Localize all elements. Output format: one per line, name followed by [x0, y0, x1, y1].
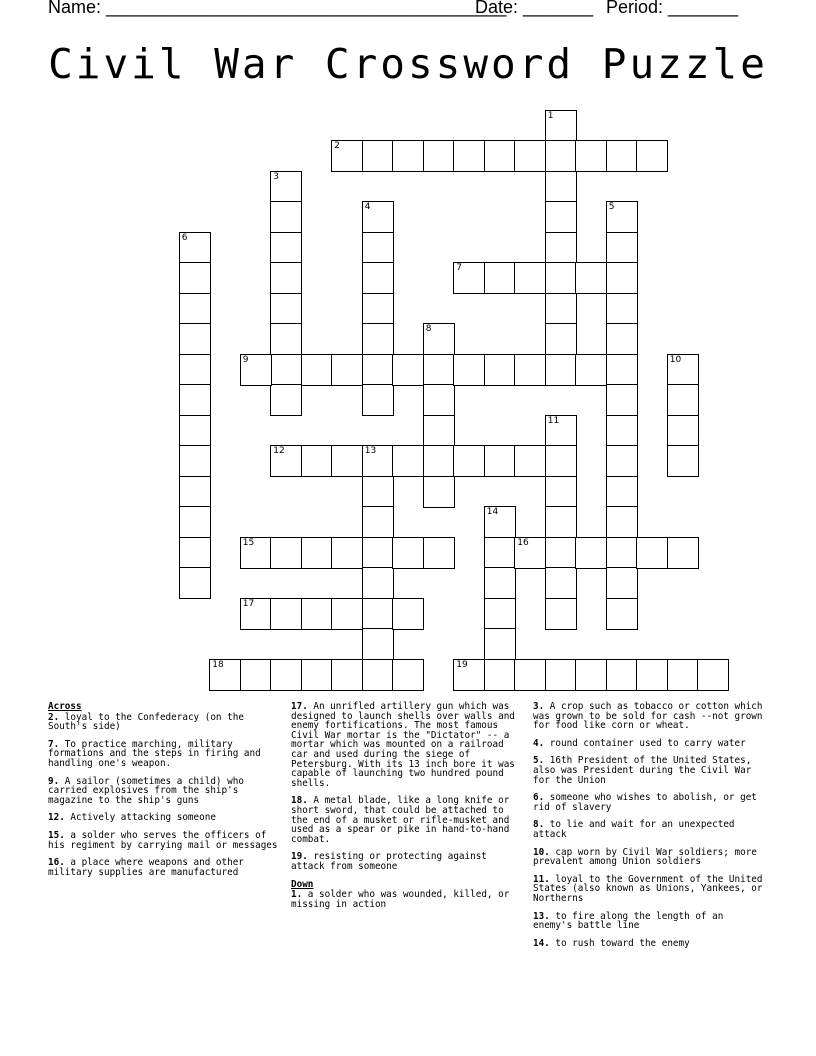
clue-number: 8 [425, 324, 432, 335]
crossword-cell[interactable] [545, 262, 577, 294]
clue-number: 12 [273, 446, 285, 457]
across-clue [48, 740, 283, 769]
crossword-cell[interactable] [270, 232, 302, 264]
crossword-cell[interactable] [362, 262, 394, 294]
crossword-cell[interactable] [423, 476, 455, 508]
across-clue [48, 813, 283, 823]
down-clue [533, 820, 768, 839]
crossword-cell[interactable] [240, 659, 272, 691]
crossword-cell[interactable] [545, 323, 577, 355]
clue-num: 18. [291, 795, 308, 807]
crossword-cell[interactable] [270, 537, 302, 569]
across-heading: Across [48, 701, 82, 712]
clue-number: 17 [242, 598, 255, 609]
clue-num: 15. [48, 829, 65, 841]
clue-number: 11 [547, 415, 560, 426]
crossword-cell[interactable] [697, 659, 729, 691]
crossword-cell[interactable] [606, 476, 638, 508]
across-clue [48, 713, 283, 732]
clue-num: 6. [533, 792, 545, 804]
across-clues-column [48, 702, 283, 885]
down-clue [533, 939, 768, 949]
crossword-cell[interactable] [667, 445, 699, 477]
clue-num: 1. [291, 889, 303, 901]
clue-num: 10. [533, 846, 550, 858]
clue-text: loyal to the Government of the United States (also known as Unions, Yankees, or Northerns [533, 873, 763, 904]
crossword-cell[interactable] [270, 384, 302, 416]
crossword-cell[interactable] [331, 445, 363, 477]
clue-text: Actively attacking someone [64, 812, 216, 824]
crossword-cell[interactable] [392, 598, 424, 630]
crossword-cell[interactable] [179, 232, 211, 264]
crossword-cell[interactable] [453, 140, 485, 172]
clue-number: 1 [547, 110, 554, 121]
crossword-cell[interactable] [484, 537, 516, 569]
crossword-cell[interactable] [362, 293, 394, 325]
crossword-cell[interactable] [545, 567, 577, 599]
crossword-cell[interactable] [362, 598, 394, 630]
crossword-cell[interactable] [270, 171, 302, 203]
crossword-cell[interactable] [392, 354, 424, 386]
down-clue [533, 739, 768, 749]
crossword-cell[interactable] [301, 659, 333, 691]
clue-number: 15 [242, 537, 255, 548]
crossword-cell[interactable] [484, 262, 516, 294]
crossword-cell[interactable] [270, 262, 302, 294]
crossword-cell[interactable] [545, 415, 577, 447]
clue-num: 2. [48, 711, 60, 723]
crossword-cell[interactable] [270, 598, 302, 630]
crossword-cell[interactable] [240, 537, 272, 569]
clue-text: to lie and wait for an unexpected attack [533, 819, 735, 840]
crossword-cell[interactable] [362, 232, 394, 264]
clue-number: 2 [334, 141, 340, 152]
crossword-cell[interactable] [362, 140, 394, 172]
across-clue [291, 702, 526, 788]
across-clue [48, 777, 283, 806]
clue-num: 16. [48, 857, 65, 869]
crossword-cell[interactable] [514, 354, 546, 386]
crossword-cell[interactable] [545, 445, 577, 477]
crossword-cell[interactable] [514, 262, 546, 294]
crossword-cell[interactable] [484, 140, 516, 172]
crossword-cell[interactable] [606, 598, 638, 630]
period-field-label: Period: _______ [606, 0, 739, 17]
crossword-cell[interactable] [179, 293, 211, 325]
crossword-cell[interactable] [362, 476, 394, 508]
crossword-cell[interactable] [331, 537, 363, 569]
crossword-cell[interactable] [575, 537, 607, 569]
crossword-cell[interactable] [270, 445, 302, 477]
clue-text: loyal to the Confederacy (on the South's side) [48, 711, 244, 733]
crossword-cell[interactable] [606, 537, 638, 569]
crossword-cell[interactable] [514, 140, 546, 172]
down-clue [533, 793, 768, 812]
crossword-cell[interactable] [667, 354, 699, 386]
crossword-cell[interactable] [606, 201, 638, 233]
clue-text: round container used to carry water [544, 737, 746, 749]
crossword-cell[interactable] [667, 659, 699, 691]
crossword-cell[interactable] [484, 628, 516, 660]
crossword-cell[interactable] [362, 323, 394, 355]
crossword-cell[interactable] [392, 140, 424, 172]
crossword-cell[interactable] [179, 323, 211, 355]
crossword-cell[interactable] [362, 567, 394, 599]
crossword-cell[interactable] [545, 506, 577, 538]
crossword-cell[interactable] [514, 537, 546, 569]
crossword-cell[interactable] [423, 415, 455, 447]
crossword-cell[interactable] [270, 354, 302, 386]
down-clue [533, 702, 768, 731]
clue-text: To practice marching, military formations and the steps in firing and handling one's weapon. [48, 738, 261, 769]
crossword-cell[interactable] [484, 354, 516, 386]
crossword-cell[interactable] [423, 445, 455, 477]
clue-num: 12. [48, 812, 65, 824]
crossword-cell[interactable] [575, 262, 607, 294]
crossword-cell[interactable] [362, 445, 394, 477]
clue-number: 10 [669, 354, 682, 365]
crossword-cell[interactable] [423, 354, 455, 386]
clue-number: 7 [456, 263, 462, 274]
crossword-cell[interactable] [179, 537, 211, 569]
crossword-cell[interactable] [270, 293, 302, 325]
clue-num: 3. [533, 701, 545, 712]
crossword-cell[interactable] [636, 537, 668, 569]
crossword-cell[interactable] [331, 598, 363, 630]
clue-num: 7. [48, 738, 60, 750]
clue-num: 8. [533, 819, 545, 831]
across-clues-column-2 [291, 702, 526, 917]
crossword-cell[interactable] [423, 323, 455, 355]
crossword-cell[interactable] [484, 506, 516, 538]
crossword-cell[interactable] [484, 598, 516, 630]
clue-num: 9. [48, 775, 60, 787]
clue-num: 4. [533, 737, 545, 749]
clue-text: A crop such as tobacco or cotton which was grown to be sold for cash --not grown for food like corn or wheat. [533, 701, 763, 732]
crossword-cell[interactable] [606, 232, 638, 264]
clue-number: 4 [364, 202, 371, 213]
crossword-cell[interactable] [179, 445, 211, 477]
crossword-cell[interactable] [179, 506, 211, 538]
crossword-cell[interactable] [606, 415, 638, 447]
across-clue [291, 852, 526, 871]
crossword-cell[interactable] [545, 171, 577, 203]
crossword-cell[interactable] [545, 598, 577, 630]
clue-text: to fire along the length of an enemy's battle line [533, 910, 724, 932]
crossword-cell[interactable] [453, 445, 485, 477]
clue-number: 9 [242, 354, 249, 365]
date-field-label: Date: _______ [475, 0, 594, 17]
across-clue [291, 796, 526, 844]
crossword-cell[interactable] [606, 262, 638, 294]
crossword-cell[interactable] [484, 445, 516, 477]
crossword-cell[interactable] [606, 140, 638, 172]
down-clue [533, 756, 768, 785]
crossword-cell[interactable] [484, 659, 516, 691]
clue-text: resisting or protecting against attack from someone [291, 851, 487, 872]
crossword-cell[interactable] [362, 628, 394, 660]
crossword-cell[interactable] [545, 110, 577, 142]
crossword-cell[interactable] [392, 445, 424, 477]
crossword-cell[interactable] [606, 293, 638, 325]
crossword-cell[interactable] [575, 140, 607, 172]
crossword-cell[interactable] [331, 659, 363, 691]
crossword-cell[interactable] [362, 659, 394, 691]
clue-num: 11. [533, 873, 550, 885]
crossword-cell[interactable] [179, 262, 211, 294]
crossword-cell[interactable] [606, 506, 638, 538]
crossword-cell[interactable] [392, 537, 424, 569]
crossword-cell[interactable] [362, 384, 394, 416]
crossword-cell[interactable] [514, 659, 546, 691]
crossword-cell[interactable] [667, 415, 699, 447]
crossword-cell[interactable] [606, 445, 638, 477]
crossword-cell[interactable] [423, 140, 455, 172]
crossword-cell[interactable] [667, 537, 699, 569]
down-clue [533, 912, 768, 931]
crossword-cell[interactable] [301, 354, 333, 386]
across-clue [48, 858, 283, 877]
crossword-cell[interactable] [453, 354, 485, 386]
clue-num: 19. [291, 851, 308, 863]
crossword-cell[interactable] [423, 537, 455, 569]
crossword-cell[interactable] [301, 598, 333, 630]
clue-number: 19 [456, 659, 468, 670]
down-heading: Down [291, 878, 314, 890]
clue-number: 3 [273, 171, 279, 182]
crossword-cell[interactable] [179, 415, 211, 447]
clue-num: 14. [533, 937, 550, 949]
clue-number: 18 [212, 659, 224, 670]
crossword-cell[interactable] [179, 354, 211, 386]
crossword-cell[interactable] [179, 567, 211, 599]
down-clue [533, 848, 768, 867]
crossword-cell[interactable] [362, 537, 394, 569]
clue-text: a solder who was wounded, killed, or missing in action [291, 889, 510, 910]
page-title: Civil War Crossword Puzzle [48, 40, 768, 88]
crossword-cell[interactable] [545, 201, 577, 233]
clue-text: A sailor (sometimes a child) who carried explosives from the ship's magazine to the ship's guns [48, 775, 244, 806]
crossword-cell[interactable] [240, 598, 272, 630]
crossword-cell[interactable] [545, 232, 577, 264]
clue-text: someone who wishes to abolish, or get rid of slavery [533, 792, 757, 813]
crossword-cell[interactable] [514, 445, 546, 477]
crossword-cell[interactable] [179, 476, 211, 508]
crossword-cell[interactable] [575, 659, 607, 691]
clue-num: 17. [291, 701, 308, 712]
crossword-cell[interactable] [453, 262, 485, 294]
clue-num: 5. [533, 755, 545, 767]
crossword-cell[interactable] [179, 384, 211, 416]
crossword-cell[interactable] [331, 140, 363, 172]
crossword-cell[interactable] [575, 354, 607, 386]
crossword-cell[interactable] [209, 659, 241, 691]
clue-text: a solder who serves the officers of his regiment by carrying mail or messages [48, 829, 278, 851]
crossword-cell[interactable] [362, 354, 394, 386]
clue-number: 14 [486, 507, 499, 518]
crossword-cell[interactable] [545, 659, 577, 691]
crossword-cell[interactable] [301, 445, 333, 477]
crossword-cell[interactable] [636, 659, 668, 691]
crossword-cell[interactable] [545, 354, 577, 386]
crossword-cell[interactable] [606, 354, 638, 386]
clue-number: 13 [364, 446, 377, 457]
clue-number: 5 [608, 202, 615, 213]
clue-text: An unrifled artillery gun which was designed to launch shells over walls and enemy fortifications. The most famous Civil War mortar is the "Dictator" -- a mortar which was mounted on a railroad car and used during the siege of Petersburg. With its 13 inch bore it was capable of launching two hundred pound shells. [291, 701, 515, 789]
crossword-cell[interactable] [270, 323, 302, 355]
crossword-cell[interactable] [270, 659, 302, 691]
clue-number: 6 [181, 232, 188, 243]
crossword-cell[interactable] [240, 354, 272, 386]
down-clue [533, 875, 768, 904]
crossword-cell[interactable] [301, 537, 333, 569]
crossword-cell[interactable] [606, 384, 638, 416]
crossword-cell[interactable] [606, 659, 638, 691]
crossword-cell[interactable] [545, 140, 577, 172]
crossword-cell[interactable] [392, 659, 424, 691]
crossword-cell[interactable] [331, 354, 363, 386]
crossword-cell[interactable] [545, 537, 577, 569]
crossword-cell[interactable] [362, 201, 394, 233]
crossword-cell[interactable] [606, 567, 638, 599]
crossword-cell[interactable] [270, 201, 302, 233]
crossword-cell[interactable] [362, 506, 394, 538]
name-field-label: Name: ________________________________________ [48, 0, 507, 17]
crossword-cell[interactable] [606, 323, 638, 355]
clue-text: cap worn by Civil War soldiers; more prevalent among Union soldiers [533, 846, 757, 868]
clue-number: 16 [517, 537, 529, 548]
across-clue [48, 831, 283, 850]
crossword-cell[interactable] [667, 384, 699, 416]
crossword-cell[interactable] [545, 476, 577, 508]
crossword-cell[interactable] [423, 384, 455, 416]
down-clues-column [533, 702, 768, 956]
clue-text: A metal blade, like a long knife or short sword, that could be attached to the end of a musket or rifle-musket and used as a spear or pike in hand-to-hand combat. [291, 795, 510, 845]
clue-text: a place where weapons and other military supplies are manufactured [48, 857, 244, 878]
crossword-cell[interactable] [453, 659, 485, 691]
crossword-cell[interactable] [545, 293, 577, 325]
clue-num: 13. [533, 910, 550, 922]
clue-text: to rush toward the enemy [549, 937, 690, 949]
clue-text: 16th President of the United States, also was President during the Civil War for the Union [533, 755, 752, 786]
crossword-cell[interactable] [636, 140, 668, 172]
down-clue [291, 890, 526, 909]
crossword-cell[interactable] [484, 567, 516, 599]
